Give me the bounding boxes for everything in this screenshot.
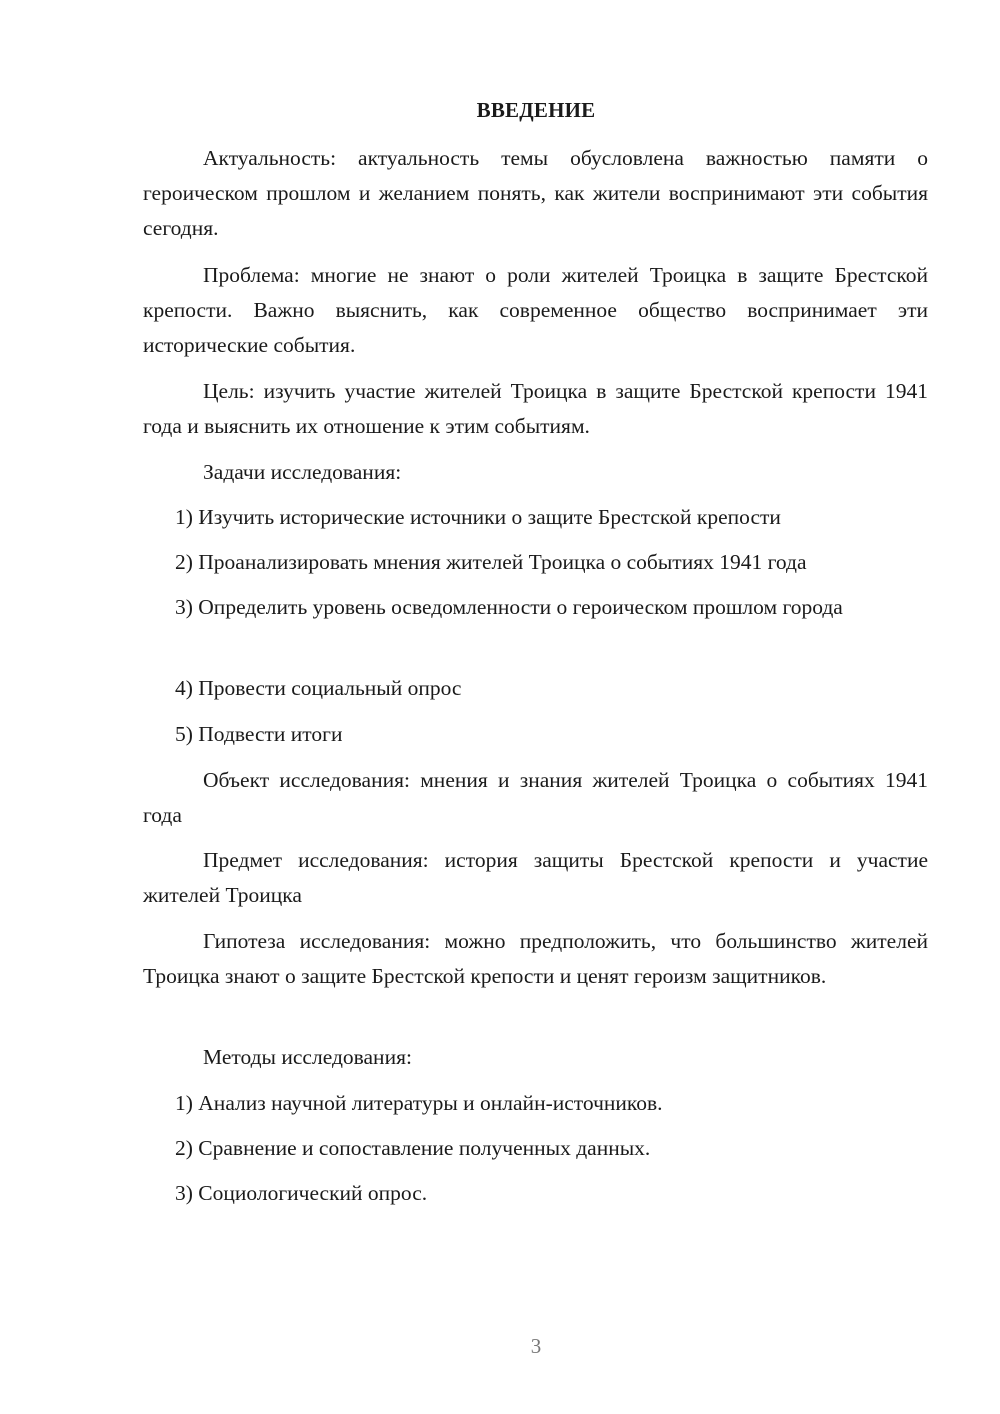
section-title: ВВЕДЕНИЕ (476, 98, 596, 122)
relevance-paragraph: Актуальность: актуальность темы обусловлена важностью памяти о героическом прошлом и желанием понять, как жители воспринимают эти события сегодня. (143, 146, 928, 240)
task-item-1: 1) Изучить исторические источники о защите Брестской крепости (175, 505, 781, 529)
subject-paragraph: Предмет исследования: история защиты Брестской крепости и участие жителей Троицка (143, 848, 928, 907)
goal-paragraph: Цель: изучить участие жителей Троицка в защите Брестской крепости 1941 года и выяснить их отношение к этим событиям. (143, 379, 928, 438)
task-item-3: 3) Определить уровень осведомленности о героическом прошлом города (175, 595, 843, 619)
page-number: 3 (530, 1334, 542, 1358)
hypothesis-paragraph: Гипотеза исследования: можно предположить, что большинство жителей Троицка знают о защите Брестской крепости и ценят героизм защитников. (143, 929, 928, 988)
task-item-2: 2) Проанализировать мнения жителей Троицка о событиях 1941 года (175, 550, 807, 574)
task-item-5: 5) Подвести итоги (175, 722, 343, 746)
problem-paragraph: Проблема: многие не знают о роли жителей Троицка в защите Брестской крепости. Важно выяснить, как современное общество воспринимает эти исторические события. (143, 263, 928, 357)
task-item-4: 4) Провести социальный опрос (175, 676, 462, 700)
method-item-2: 2) Сравнение и сопоставление полученных данных. (175, 1136, 651, 1160)
method-item-1: 1) Анализ научной литературы и онлайн-источников. (175, 1091, 663, 1115)
methods-heading: Методы исследования: (203, 1045, 412, 1069)
method-item-3: 3) Социологический опрос. (175, 1181, 428, 1205)
tasks-heading: Задачи исследования: (203, 460, 402, 484)
object-paragraph: Объект исследования: мнения и знания жителей Троицка о событиях 1941 года (143, 768, 928, 827)
